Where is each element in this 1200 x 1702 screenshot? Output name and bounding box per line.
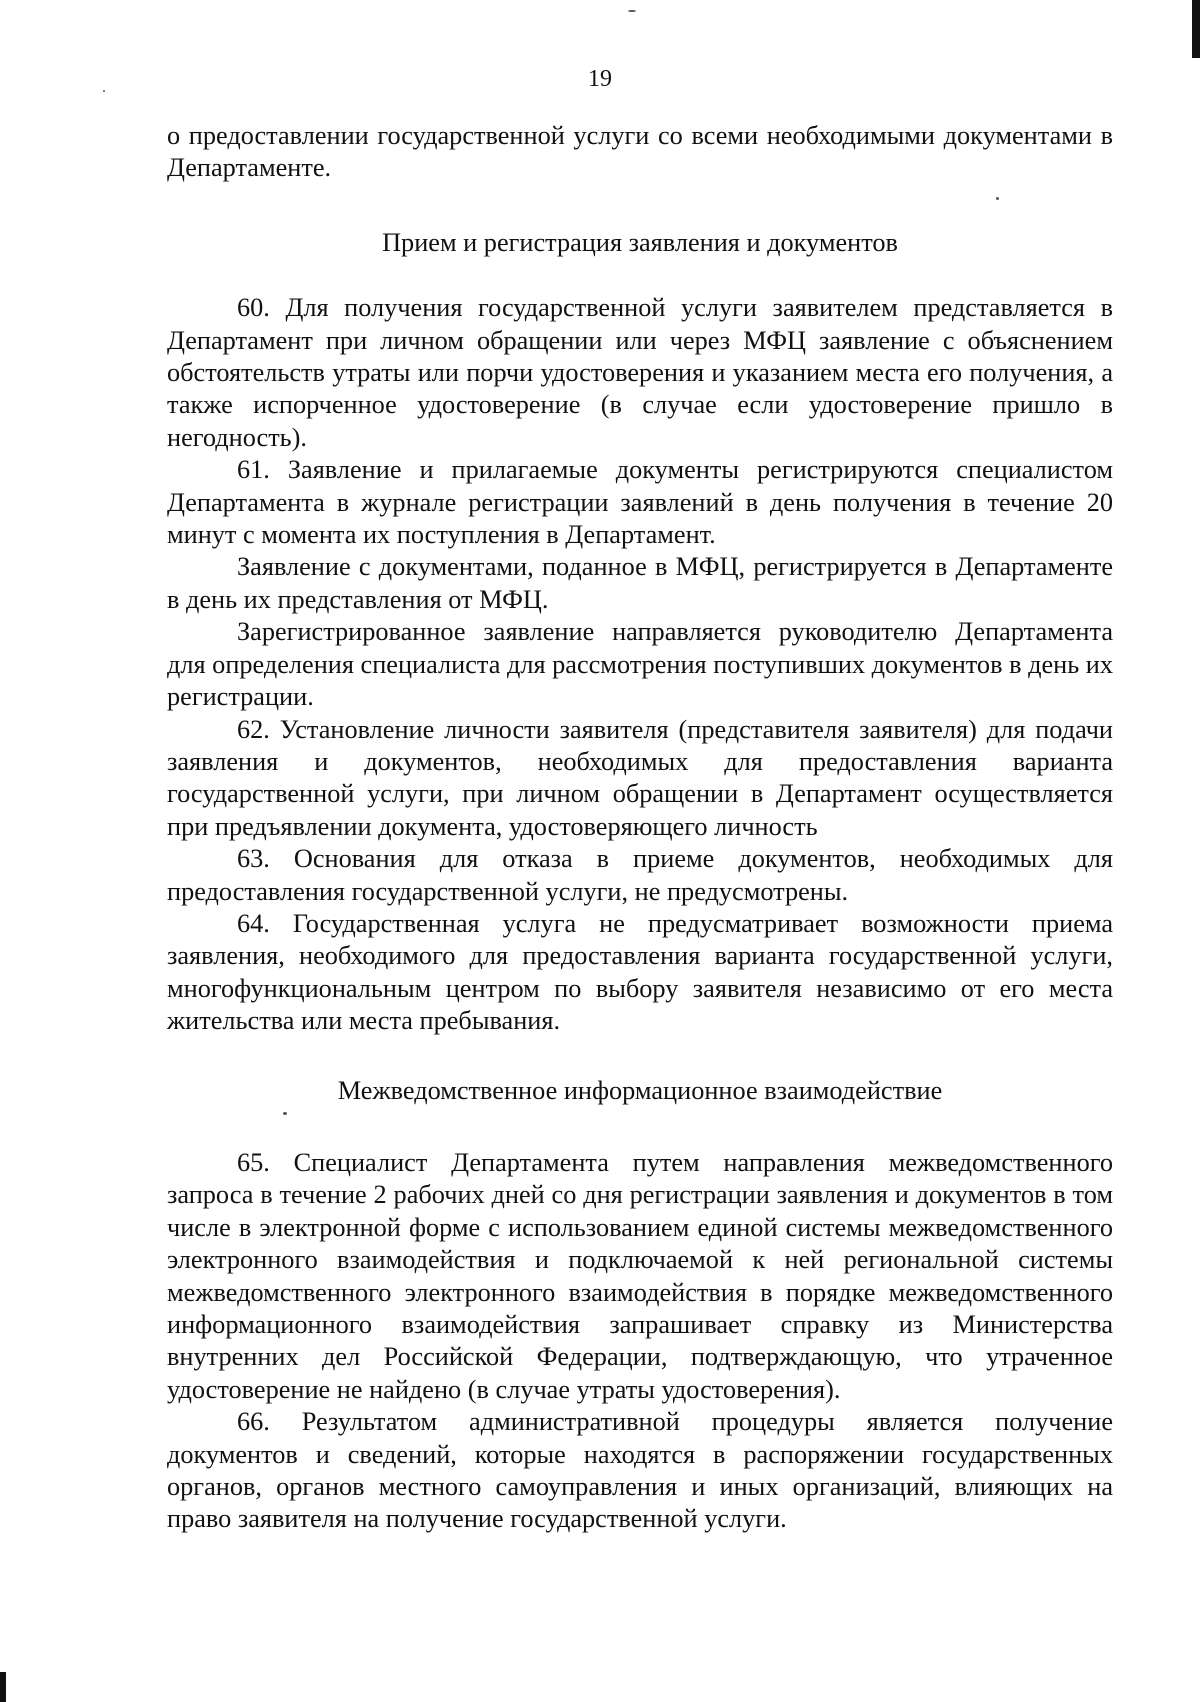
paragraph: 65. Специалист Департамента путем направления межведомственного запроса в течение 2 рабочих дней со дня регистрации заявления и документов в том числе в электронной форме с использованием единой системы межведомственного электронного взаимодействия и подключаемой к ней региональной системы межведомственного электронного взаимодействия в порядке межведомственного информационного взаимодействия запрашивает справку из Министерства внутренних дел Российской Федерации, подтверждающую, что утраченное удостоверение не найдено (в случае утраты удостоверения). bbox=[167, 1147, 1113, 1404]
section-heading: Прием и регистрация заявления и документов bbox=[382, 227, 898, 257]
scan-edge-mark bbox=[1192, 0, 1200, 58]
paragraph: Зарегистрированное заявление направляется руководителю Департамента для определения специалиста для рассмотрения поступивших документов в день их регистрации. bbox=[167, 617, 1113, 712]
paragraph: 63. Основания для отказа в приеме документов, необходимых для предоставления государственной услуги, не предусмотрены. bbox=[167, 844, 1113, 906]
paragraph: 61. Заявление и прилагаемые документы регистрируются специалистом Департамента в журнале регистрации заявлений в день получения в течение 20 минут с момента их поступления в Департамент. bbox=[167, 455, 1113, 550]
paragraph: Заявление с документами, поданное в МФЦ, регистрируется в Департаменте в день их представления от МФЦ. bbox=[167, 552, 1113, 614]
document-body bbox=[167, 120, 1113, 1536]
scan-edge-mark bbox=[0, 1672, 6, 1702]
paragraph: о предоставлении государственной услуги со всеми необходимыми документами в Департаменте. bbox=[167, 121, 1113, 183]
page-number: 19 bbox=[588, 66, 612, 92]
paragraph: 64. Государственная услуга не предусматривает возможности приема заявления, необходимого для предоставления варианта государственной услуги, многофункциональным центром по выбору заявителя независимо от его места жительства или места пребывания. bbox=[167, 908, 1113, 1036]
paragraph: 60. Для получения государственной услуги заявителем представляется в Департамент при личном обращении или через МФЦ заявление с объяснением обстоятельств утраты или порчи удостоверения и указанием места его получения, а также испорченное удостоверение (в случае если удостоверение пришло в негодность). bbox=[167, 293, 1113, 452]
section-heading: Межведомственное информационное взаимодействие bbox=[337, 1075, 943, 1105]
paragraph: 62. Установление личности заявителя (представителя заявителя) для подачи заявления и документов, необходимых для предоставления варианта государственной услуги, при личном обращении в Департамент осуществляется при предъявлении документа, удостоверяющего личность bbox=[167, 714, 1113, 841]
scan-speck bbox=[628, 10, 636, 12]
paragraph: 66. Результатом административной процедуры является получение документов и сведений, которые находятся в распоряжении государственных органов, органов местного самоуправления и иных организаций, влияющих на право заявителя на получение государственной услуги. bbox=[167, 1407, 1113, 1534]
